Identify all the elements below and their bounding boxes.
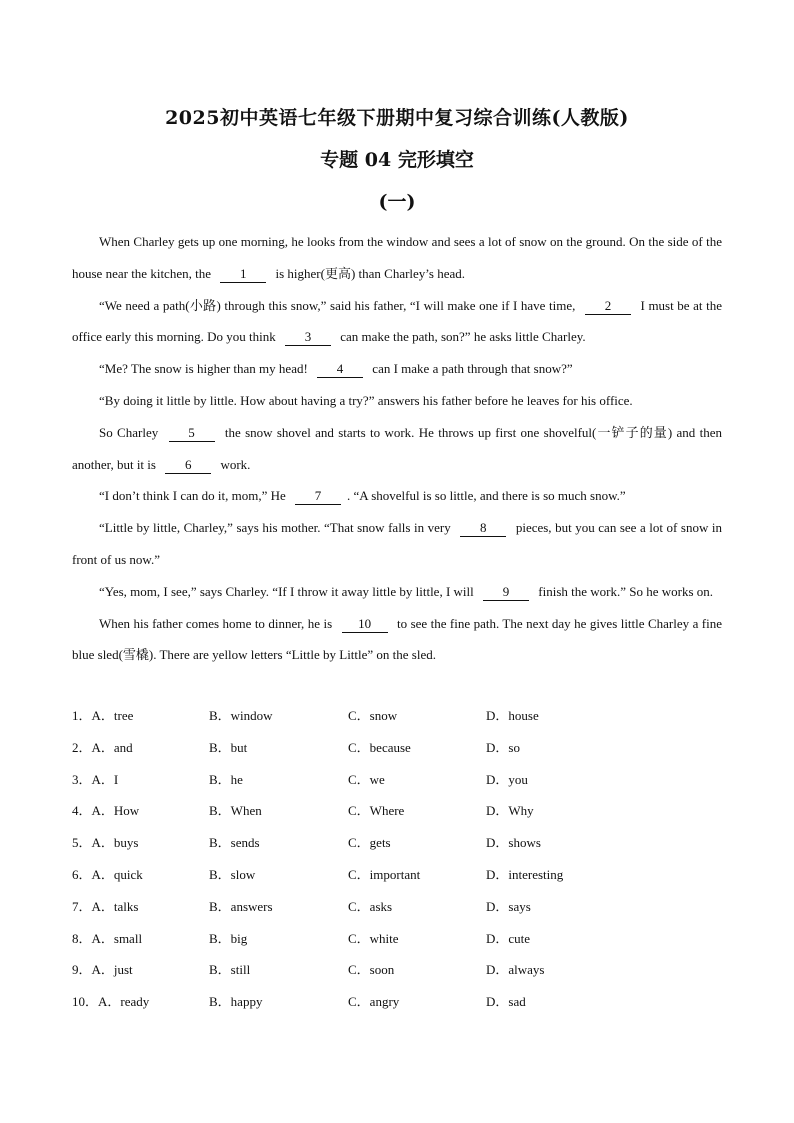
option-d[interactable]: D．says xyxy=(486,898,531,914)
blank-10[interactable]: 10 xyxy=(342,616,388,633)
topic-title: 专题 04 完形填空 xyxy=(320,149,474,171)
passage-text: the snow shovel and starts to work. He throws up first one shovelful(一铲子的量) and then another, but it is xyxy=(72,424,722,472)
option-c[interactable]: C．soon xyxy=(348,962,395,978)
passage-paragraph xyxy=(72,226,722,290)
question-row xyxy=(72,795,722,827)
option-d[interactable]: D．Why xyxy=(486,803,534,819)
blank-4[interactable]: 4 xyxy=(317,361,363,378)
option-c[interactable]: C．Where xyxy=(348,803,405,819)
passage-paragraph xyxy=(72,353,722,385)
passage-text: can make the path, son?” he asks little Charley. xyxy=(337,329,586,345)
question-row xyxy=(72,700,722,732)
option-d[interactable]: D．cute xyxy=(486,930,531,946)
option-d[interactable]: D．sad xyxy=(486,994,526,1010)
passage-text: “Little by little, Charley,” says his mother. “That snow falls in very xyxy=(99,520,455,536)
question-row xyxy=(72,986,722,1018)
option-b[interactable]: B．still xyxy=(209,962,251,978)
option-b[interactable]: B．he xyxy=(209,771,243,787)
passage-text: When Charley gets up one morning, he looks from the window and sees a lot of snow on the ground. On the side of the house near the kitchen, the xyxy=(72,234,722,281)
question-row xyxy=(72,827,722,859)
blank-5[interactable]: 5 xyxy=(169,425,215,442)
passage-text: finish the work.” So he works on. xyxy=(535,583,714,599)
option-d[interactable]: D．so xyxy=(486,739,520,755)
passage-text: When his father comes home to dinner, he is xyxy=(99,615,336,631)
passage-text: to see the fine path. The next day he gives little Charley a fine blue sled(雪橇). There are yellow letters “Little by Little” on the sled. xyxy=(72,615,722,663)
question-row xyxy=(72,764,722,796)
option-d[interactable]: D．you xyxy=(486,771,528,787)
document-title: 2025初中英语七年级下册期中复习综合训练(人教版) xyxy=(165,107,629,129)
blank-8[interactable]: 8 xyxy=(460,520,506,537)
option-b[interactable]: B．When xyxy=(209,803,262,819)
passage-text: “I don’t think I can do it, mom,” He xyxy=(99,488,290,504)
passage-text: is higher(更高) than Charley’s head. xyxy=(272,265,466,281)
passage-paragraph xyxy=(72,290,722,354)
option-a[interactable]: 4．A．How xyxy=(72,803,140,819)
option-a[interactable]: 6．A．quick xyxy=(72,866,143,882)
answer-options xyxy=(72,700,722,1018)
passage-text: “By doing it little by little. How about having a try?” answers his father before he leaves for his office. xyxy=(99,392,633,408)
passage-paragraph xyxy=(72,608,722,672)
option-d[interactable]: D．interesting xyxy=(486,866,564,882)
passage-text: I must be at the office early this morning. Do you think xyxy=(72,297,722,345)
option-b[interactable]: B．slow xyxy=(209,866,256,882)
passage-paragraph xyxy=(72,576,722,608)
option-b[interactable]: B．happy xyxy=(209,994,263,1010)
passage-text: . “A shovelful is so little, and there is so much snow.” xyxy=(347,488,626,504)
option-c[interactable]: C．asks xyxy=(348,898,393,914)
blank-7[interactable]: 7 xyxy=(295,488,341,505)
passage-text: can I make a path through that snow?” xyxy=(369,361,573,377)
option-a[interactable]: 5．A．buys xyxy=(72,835,139,851)
option-a[interactable]: 7．A．talks xyxy=(72,898,139,914)
question-row xyxy=(72,732,722,764)
option-c[interactable]: C．we xyxy=(348,771,385,787)
option-a[interactable]: 1．A．tree xyxy=(72,708,134,723)
option-a[interactable]: 3．A．I xyxy=(72,771,119,787)
option-a[interactable]: 8．A．small xyxy=(72,930,143,946)
option-c[interactable]: C．white xyxy=(348,930,399,946)
section-number: (一) xyxy=(378,191,416,213)
option-c[interactable]: C．because xyxy=(348,739,411,755)
option-b[interactable]: B．big xyxy=(209,930,248,946)
option-a[interactable]: 2．A．and xyxy=(72,739,133,755)
option-b[interactable]: B．but xyxy=(209,739,248,755)
passage-text: So Charley xyxy=(99,424,163,440)
passage-text: “Me? The snow is higher than my head! xyxy=(99,361,312,377)
question-row xyxy=(72,954,722,986)
passage-text: pieces, but you can see a lot of snow in front of us now.” xyxy=(72,520,722,567)
question-row xyxy=(72,859,722,891)
option-a[interactable]: 9．A．just xyxy=(72,962,133,978)
cloze-passage xyxy=(72,226,722,671)
option-d[interactable]: D．house xyxy=(486,708,539,723)
question-row xyxy=(72,891,722,923)
passage-paragraph xyxy=(72,385,722,417)
option-c[interactable]: C．gets xyxy=(348,835,391,851)
option-b[interactable]: B．sends xyxy=(209,835,260,851)
passage-paragraph xyxy=(72,480,722,512)
option-d[interactable]: D．shows xyxy=(486,835,541,851)
option-a[interactable]: 10．A．ready xyxy=(72,994,150,1010)
option-c[interactable]: C．angry xyxy=(348,994,400,1010)
option-d[interactable]: D．always xyxy=(486,962,545,978)
passage-text: “Yes, mom, I see,” says Charley. “If I throw it away little by little, I will xyxy=(99,583,478,599)
passage-text: work. xyxy=(217,456,251,472)
option-b[interactable]: B．window xyxy=(209,708,273,723)
blank-1[interactable]: 1 xyxy=(220,266,266,283)
blank-2[interactable]: 2 xyxy=(585,298,631,315)
passage-paragraph xyxy=(72,417,722,481)
question-row xyxy=(72,923,722,955)
passage-text: “We need a path(小路) through this snow,” said his father, “I will make one if I have time, xyxy=(99,297,579,313)
option-c[interactable]: C．important xyxy=(348,866,421,882)
option-c[interactable]: C．snow xyxy=(348,708,398,723)
option-b[interactable]: B．answers xyxy=(209,898,273,914)
blank-3[interactable]: 3 xyxy=(285,329,331,346)
blank-6[interactable]: 6 xyxy=(165,457,211,474)
blank-9[interactable]: 9 xyxy=(483,584,529,601)
passage-paragraph xyxy=(72,512,722,576)
